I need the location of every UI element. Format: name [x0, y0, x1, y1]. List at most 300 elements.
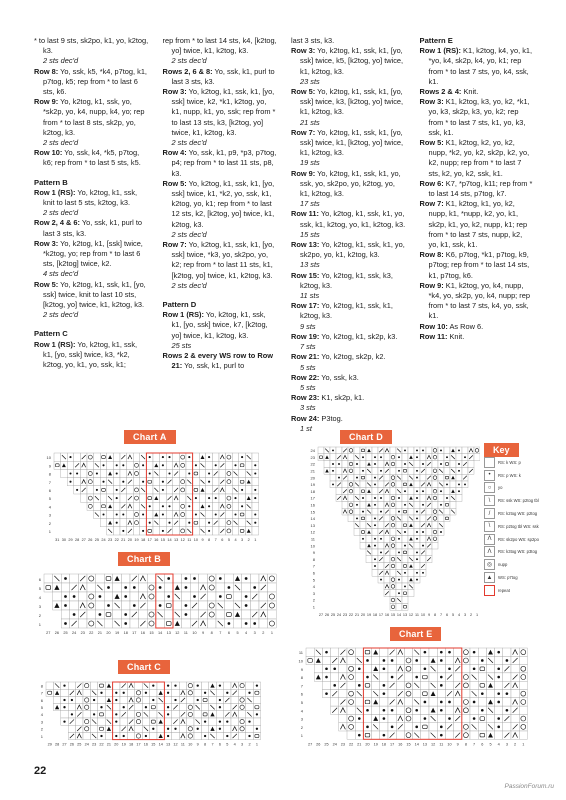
column-number: 6: [445, 613, 449, 618]
purl-symbol: [416, 470, 418, 472]
chart-cell: [360, 522, 366, 529]
chart-cell: [216, 732, 223, 739]
row-number: 4: [312, 584, 315, 590]
pattern-row: [34, 218, 149, 238]
chart-cell: [348, 488, 354, 495]
row-number: 20: [310, 475, 315, 481]
purl-symbol: [152, 728, 154, 730]
chart-cell: [90, 682, 97, 689]
chart-cell: [470, 656, 478, 664]
row-number: 7: [48, 479, 51, 485]
chart-cell: [182, 619, 191, 628]
column-number: 30: [61, 538, 67, 542]
chart-cell: [426, 488, 432, 495]
chart-cell: [46, 689, 53, 696]
purl-symbol: [404, 585, 406, 587]
row-label: Row 1 (RS):: [162, 310, 204, 320]
column-number: 5: [451, 613, 455, 618]
chart-cell: [348, 474, 354, 481]
column-number: 13: [402, 613, 408, 618]
chart-cell: [360, 447, 366, 454]
purl-symbol: [193, 577, 196, 580]
chart-cell: [354, 447, 360, 454]
purl-symbol: [124, 595, 127, 598]
purl-symbol: [424, 717, 427, 720]
chart-cell: [142, 718, 149, 725]
chart-cell: [104, 619, 113, 628]
purl-symbol: [241, 489, 243, 491]
column-number: 26: [69, 742, 75, 747]
purl-symbol: [464, 483, 466, 485]
purl-symbol: [325, 692, 328, 695]
purl-symbol: [398, 579, 400, 581]
chart-cell: [511, 665, 519, 673]
chart-cell: [444, 467, 450, 474]
column-number: 28: [54, 742, 60, 747]
chart-cell: [135, 689, 142, 696]
column-number: 10: [447, 742, 452, 747]
chart-cell: [348, 447, 354, 454]
row-instruction: Yo, k2tog, k1, ssk, knit to last 5 sts, k2tog, k3.: [43, 187, 138, 208]
column-number: 24: [71, 631, 77, 635]
chart-cell: [336, 447, 342, 454]
chart-cell: [372, 681, 380, 689]
column-number: 15: [390, 613, 396, 618]
chart-cell: [245, 510, 252, 518]
chart-cell: [74, 478, 81, 486]
chart-cell: [390, 495, 396, 502]
purl-symbol: [416, 538, 418, 540]
column-number: 8: [204, 742, 207, 747]
chart-cell: [87, 478, 94, 486]
chart-cell: [113, 682, 120, 689]
chart-cell: [216, 610, 225, 619]
chart-cell: [474, 454, 480, 461]
purl-symbol: [63, 706, 65, 708]
chart-cell: [90, 725, 97, 732]
chart-cell: [90, 704, 97, 711]
chart-cell: [147, 619, 156, 628]
purl-symbol: [333, 684, 336, 687]
chart-cell: [363, 665, 371, 673]
chart-cell: [432, 461, 438, 468]
column-number: 12: [408, 613, 414, 618]
chart-cell: [142, 696, 149, 703]
purl-symbol: [208, 530, 210, 532]
purl-symbol: [440, 659, 443, 662]
stitch-count: 2 sts dec'd: [43, 208, 79, 218]
chart-cell: [194, 711, 201, 718]
purl-symbol: [167, 684, 169, 686]
chart-cell: [207, 583, 216, 592]
column-number: 26: [324, 613, 330, 618]
pattern-row: [34, 340, 149, 371]
chart-cell: [187, 711, 194, 718]
pattern-heading: Pattern B: [34, 177, 68, 187]
row-label: Row 10:: [34, 148, 63, 158]
row-number: 5: [312, 577, 315, 583]
purl-symbol: [152, 684, 154, 686]
chart-cell: [384, 495, 390, 502]
chart-cell: [372, 549, 378, 556]
purl-symbol: [219, 684, 221, 686]
purl-symbol: [174, 684, 176, 686]
purl-symbol: [93, 699, 95, 701]
purl-symbol: [64, 622, 67, 625]
column-number: 10: [188, 742, 193, 747]
chart-cell: [402, 522, 408, 529]
purl-symbol: [380, 579, 382, 581]
pattern-row: [291, 373, 406, 383]
purl-symbol: [458, 490, 460, 492]
purl-symbol: [195, 513, 197, 515]
purl-symbol: [416, 551, 418, 553]
chart-cell: [378, 481, 384, 488]
purl-symbol: [174, 699, 176, 701]
chart-cell: [193, 519, 200, 527]
purl-symbol: [228, 622, 231, 625]
chart-cell: [250, 574, 259, 583]
chart-cell: [70, 601, 79, 610]
chart-cell: [360, 515, 366, 522]
purl-symbol: [362, 538, 364, 540]
chart-cell: [414, 522, 420, 529]
chart-cell: [252, 527, 259, 535]
column-number: 27: [318, 613, 324, 618]
purl-symbol: [234, 464, 236, 466]
key-item: [484, 533, 548, 546]
text-column-4: [420, 36, 535, 434]
chart-cell: [444, 447, 450, 454]
row-number: 8: [48, 471, 51, 477]
text-column-1: [34, 36, 149, 434]
chart-cell: [445, 706, 453, 714]
chart-cell: [127, 689, 134, 696]
purl-symbol: [245, 577, 248, 580]
chart-cell: [348, 461, 354, 468]
chart-cell: [396, 542, 402, 549]
row-number: 19: [310, 482, 315, 488]
purl-symbol: [115, 692, 117, 694]
purl-symbol: [102, 513, 104, 515]
chart-cell: [179, 453, 186, 461]
purl-symbol: [208, 522, 210, 524]
chart-cell: [348, 508, 354, 515]
row-label: Row 11:: [291, 209, 319, 219]
chart-cell: [259, 619, 268, 628]
pattern-row: [34, 36, 149, 56]
chart-cell: [318, 447, 324, 454]
chart-cell: [127, 711, 134, 718]
row-instruction: Yo, k2tog, k1, ssk, yo, *sk2p, yo, k4, nupp, k4, yo; rep from * to last 8 sts, sk2p, yo, k2tog, k3.: [43, 97, 145, 137]
chart-cell: [87, 619, 96, 628]
chart-cell: [437, 665, 445, 673]
purl-symbol: [374, 538, 376, 540]
chart-cell: [470, 731, 478, 739]
chart-cell: [173, 502, 180, 510]
purl-symbol: [167, 577, 170, 580]
chart-cell: [87, 601, 96, 610]
chart-cell: [98, 718, 105, 725]
chart-cell: [314, 665, 322, 673]
chart-b-title: Chart B: [118, 552, 170, 566]
chart-cell: [462, 706, 470, 714]
chart-cell: [252, 502, 259, 510]
purl-symbol: [185, 586, 188, 589]
chart-cell: [390, 461, 396, 468]
purl-symbol: [374, 463, 376, 465]
purl-symbol: [415, 709, 418, 712]
key-symbol-icon: ◎: [484, 559, 495, 570]
chart-cell: [133, 510, 140, 518]
chart-cell: [378, 563, 384, 570]
purl-symbol: [188, 472, 190, 474]
chart-cell: [268, 592, 277, 601]
column-number: 21: [357, 742, 362, 747]
purl-symbol: [254, 497, 256, 499]
pattern-row: [34, 97, 149, 138]
stitch-count: 23 sts: [300, 76, 320, 86]
chart-cell: [80, 494, 87, 502]
chart-cell: [238, 704, 245, 711]
chart-cell: [519, 731, 527, 739]
chart-cell: [98, 682, 105, 689]
chart-cell: [253, 732, 260, 739]
chart-cell: [199, 519, 206, 527]
row-label: Row 7:: [291, 127, 316, 137]
chart-cell: [104, 592, 113, 601]
chart-cell: [347, 698, 355, 706]
purl-symbol: [248, 735, 250, 737]
column-number: 29: [47, 742, 52, 747]
chart-cell: [429, 698, 437, 706]
chart-cell: [139, 610, 148, 619]
chart-cell: [206, 510, 213, 518]
row-label: Row 7:: [419, 199, 444, 209]
chart-cell: [83, 696, 90, 703]
chart-cell: [179, 510, 186, 518]
chart-cell: [420, 515, 426, 522]
chart-cell: [139, 583, 148, 592]
column-number: 27: [81, 538, 86, 542]
purl-symbol: [162, 464, 164, 466]
chart-cell: [44, 583, 53, 592]
chart-cell: [127, 469, 134, 477]
purl-symbol: [356, 504, 358, 506]
purl-symbol: [99, 613, 102, 616]
chart-cell: [209, 718, 216, 725]
row-label: Row 5:: [162, 178, 187, 188]
purl-symbol: [416, 449, 418, 451]
chart-cell: [193, 502, 200, 510]
chart-cell: [173, 478, 180, 486]
chart-cell: [268, 619, 277, 628]
chart-cell: [156, 619, 165, 628]
chart-cell: [519, 714, 527, 722]
pattern-row: [291, 128, 406, 159]
chart-cell: [404, 723, 412, 731]
chart-cell: [233, 619, 242, 628]
purl-symbol: [123, 706, 125, 708]
purl-symbol: [254, 522, 256, 524]
chart-cell: [519, 723, 527, 731]
chart-cell: [390, 549, 396, 556]
chart-cell: [186, 510, 193, 518]
chart-cell: [78, 592, 87, 601]
row-number: 5: [300, 700, 303, 706]
purl-symbol: [102, 481, 104, 483]
purl-symbol: [73, 595, 76, 598]
pattern-heading: Pattern C: [34, 329, 68, 339]
purl-symbol: [123, 692, 125, 694]
chart-cell: [104, 610, 113, 619]
chart-cell: [363, 714, 371, 722]
chart-cell: [239, 494, 246, 502]
chart-cell: [246, 725, 253, 732]
pattern-row: [163, 87, 278, 138]
row-instruction: Yo, ssk, k5, *k4, p7tog, k1, p7tog, k5; rep from * to last 6 sts, k6.: [43, 66, 147, 97]
purl-symbol: [116, 497, 118, 499]
chart-cell: [354, 488, 360, 495]
chart-cell: [135, 725, 142, 732]
chart-cell: [330, 474, 336, 481]
chart-cell: [164, 696, 171, 703]
chart-cell: [135, 718, 142, 725]
chart-cell: [360, 488, 366, 495]
column-number: 16: [398, 742, 403, 747]
purl-symbol: [424, 667, 427, 670]
chart-cell: [130, 592, 139, 601]
purl-symbol: [197, 684, 199, 686]
chart-cell: [239, 469, 246, 477]
chart-cell: [444, 515, 450, 522]
chart-cell: [444, 488, 450, 495]
column-number: 9: [201, 538, 204, 542]
column-number: 25: [63, 631, 68, 635]
purl-symbol: [167, 692, 169, 694]
chart-cell: [160, 494, 167, 502]
row-label: Row 3:: [291, 46, 316, 56]
column-number: 24: [332, 742, 337, 747]
chart-cell: [187, 689, 194, 696]
row-label: Row 2, 4 & 6:: [34, 218, 80, 228]
purl-symbol: [358, 684, 361, 687]
chart-cell: [372, 731, 380, 739]
pattern-row: [34, 239, 149, 270]
purl-symbol: [219, 595, 222, 598]
column-number: 3: [253, 631, 256, 635]
chart-cell: [438, 474, 444, 481]
purl-symbol: [416, 558, 418, 560]
purl-symbol: [116, 472, 118, 474]
column-number: 24: [336, 613, 342, 618]
chart-cell: [348, 515, 354, 522]
purl-symbol: [215, 497, 217, 499]
stitch-count: 7 sts: [300, 342, 316, 352]
column-number: 23: [107, 538, 113, 542]
row-number: 23: [310, 454, 315, 460]
row-number: 5: [38, 585, 41, 591]
purl-symbol: [256, 684, 258, 686]
column-number: 13: [173, 538, 179, 542]
chart-cell: [113, 610, 122, 619]
chart-cell: [179, 502, 186, 510]
purl-symbol: [167, 735, 169, 737]
chart-cell: [226, 461, 233, 469]
purl-symbol: [473, 701, 476, 704]
column-number: 19: [373, 742, 378, 747]
chart-cell: [226, 519, 233, 527]
column-number: 1: [270, 631, 273, 635]
chart-cell: [384, 515, 390, 522]
chart-cell: [53, 696, 60, 703]
purl-symbol: [325, 676, 328, 679]
purl-symbol: [145, 692, 147, 694]
chart-cell: [113, 583, 122, 592]
key-label: RS: p2tog tbl WS: ssk: [498, 523, 539, 529]
chart-cell: [193, 478, 200, 486]
chart-cell: [378, 501, 384, 508]
key-item: [484, 584, 548, 597]
purl-symbol: [168, 456, 170, 458]
purl-symbol: [374, 504, 376, 506]
chart-cell: [242, 583, 251, 592]
purl-symbol: [404, 531, 406, 533]
purl-symbol: [219, 699, 221, 701]
column-number: 8: [433, 613, 437, 618]
pattern-row: [420, 87, 535, 97]
stitch-count: 2 sts dec'd: [171, 280, 207, 290]
chart-cell: [100, 469, 107, 477]
column-number: 6: [221, 538, 224, 542]
purl-symbol: [398, 592, 400, 594]
purl-symbol: [188, 505, 190, 507]
chart-cell: [454, 698, 462, 706]
chart-cell: [212, 527, 219, 535]
column-number: 23: [340, 742, 346, 747]
purl-symbol: [241, 456, 243, 458]
purl-symbol: [122, 464, 124, 466]
chart-cell: [146, 527, 153, 535]
chart-cell: [390, 556, 396, 563]
chart-cell: [426, 447, 432, 454]
row-number: 11: [310, 536, 315, 542]
chart-cell: [147, 610, 156, 619]
chart-cell: [390, 583, 396, 590]
key-symbol-icon: [484, 585, 495, 596]
purl-symbol: [204, 692, 206, 694]
column-number: 15: [149, 631, 154, 635]
row-number: 1: [40, 733, 43, 739]
chart-cell: [432, 454, 438, 461]
chart-cell: [246, 704, 253, 711]
chart-cell: [363, 731, 371, 739]
chart-cell: [432, 542, 438, 549]
purl-symbol: [497, 726, 500, 729]
chart-cell: [127, 732, 134, 739]
chart-cell: [363, 681, 371, 689]
chart-cell: [87, 461, 94, 469]
purl-symbol: [162, 530, 164, 532]
chart-cell: [127, 510, 134, 518]
chart-cell: [231, 718, 238, 725]
chart-cell: [216, 689, 223, 696]
chart-cell: [413, 690, 421, 698]
chart-cell: [242, 610, 251, 619]
chart-cell: [173, 453, 180, 461]
chart-cell: [207, 610, 216, 619]
chart-cell: [495, 681, 503, 689]
